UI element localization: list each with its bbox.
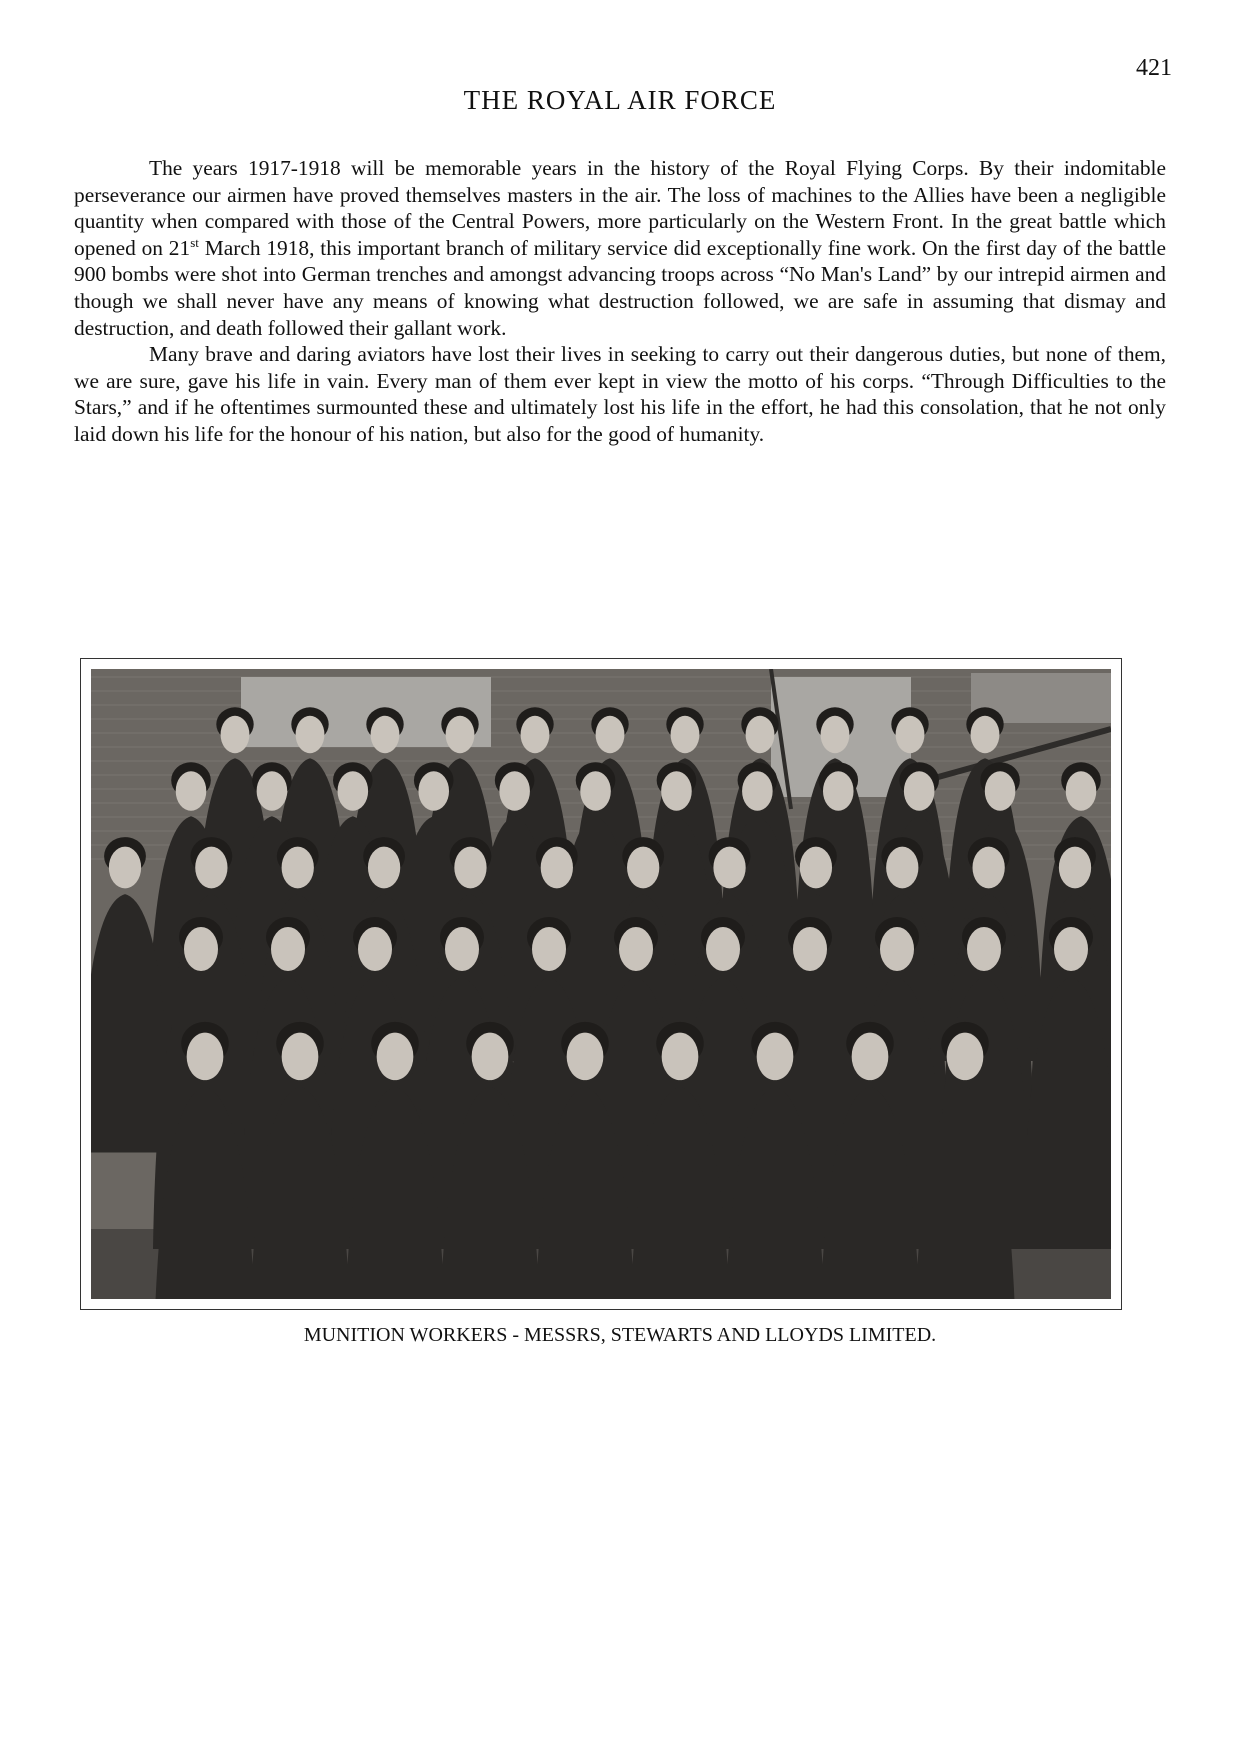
worker-face bbox=[713, 847, 745, 889]
group-photo bbox=[91, 669, 1111, 1299]
worker-face bbox=[596, 716, 625, 753]
worker-face bbox=[661, 771, 692, 811]
worker-face bbox=[886, 847, 918, 889]
worker-face bbox=[418, 771, 449, 811]
worker-face bbox=[282, 1033, 319, 1081]
worker-face bbox=[971, 716, 1000, 753]
worker-face bbox=[368, 847, 400, 889]
worker-face bbox=[742, 771, 773, 811]
worker-face bbox=[746, 716, 775, 753]
worker-face bbox=[580, 771, 611, 811]
page-heading: THE ROYAL AIR FORCE bbox=[463, 85, 777, 115]
worker-face bbox=[377, 1033, 414, 1081]
worker-face bbox=[896, 716, 925, 753]
worker-face bbox=[338, 771, 369, 811]
page-number: 421 bbox=[1136, 55, 1172, 81]
worker-face bbox=[296, 716, 325, 753]
worker-face bbox=[499, 771, 530, 811]
worker-face bbox=[852, 1033, 889, 1081]
paragraph-1 bbox=[74, 155, 1166, 341]
worker-face bbox=[619, 927, 653, 971]
worker-face bbox=[800, 847, 832, 889]
worker-face bbox=[187, 1033, 224, 1081]
worker-face bbox=[567, 1033, 604, 1081]
worker-face bbox=[446, 716, 475, 753]
worker-face bbox=[706, 927, 740, 971]
worker-face bbox=[821, 716, 850, 753]
paragraph-1-start: The years 1917-1918 will be memorable years in the history of the Royal Flying Corps. By their indomitable perseverance our airmen have proved themselves masters in the air. The loss of machines to the Allies have been a negligible quantity when compared with those of the Central Powers, more particularly on the Western Front. In the great battle which opened on 21 bbox=[74, 156, 1166, 260]
worker-face bbox=[195, 847, 227, 889]
worker-face bbox=[184, 927, 218, 971]
photo-caption: MUNITION WORKERS - MESSRS, STEWARTS AND LLOYDS LIMITED. bbox=[303, 1324, 937, 1346]
photo-frame bbox=[80, 658, 1122, 1310]
worker-face bbox=[985, 771, 1016, 811]
worker-face bbox=[757, 1033, 794, 1081]
worker-face bbox=[793, 927, 827, 971]
worker-face bbox=[662, 1033, 699, 1081]
worker-face bbox=[445, 927, 479, 971]
worker-face bbox=[176, 771, 207, 811]
worker-face bbox=[947, 1033, 984, 1081]
worker-face bbox=[109, 847, 141, 889]
group-photo-illustration bbox=[91, 669, 1111, 1299]
worker-face bbox=[257, 771, 288, 811]
worker-face bbox=[1054, 927, 1088, 971]
worker-face bbox=[371, 716, 400, 753]
worker-face bbox=[671, 716, 700, 753]
worker-face bbox=[282, 847, 314, 889]
body-text bbox=[74, 155, 1166, 448]
worker-face bbox=[521, 716, 550, 753]
worker-face bbox=[627, 847, 659, 889]
worker-face bbox=[271, 927, 305, 971]
paragraph-2: Many brave and daring aviators have lost their lives in seeking to carry out their dangerous duties, but none of them, we are sure, gave his life in vain. Every man of them ever kept in view the motto of his corps. “Through Difficulties to the Stars,” and if he oftentimes surmounted these and ultimately lost his life in the effort, he had this consolation, that he not only laid down his life for the honour of his nation, but also for the good of humanity. bbox=[74, 342, 1166, 446]
worker-face bbox=[880, 927, 914, 971]
worker-face bbox=[221, 716, 250, 753]
worker-face bbox=[967, 927, 1001, 971]
worker-face bbox=[823, 771, 854, 811]
worker-face bbox=[532, 927, 566, 971]
worker-face bbox=[904, 771, 935, 811]
worker-face bbox=[541, 847, 573, 889]
paragraph-1-end: March 1918, this important branch of military service did exceptionally fine work. On the first day of the battle 900 bombs were shot into German trenches and amongst advancing troops across “No Man's Land” by our intrepid airmen and though we shall never have any means of knowing what destruction followed, we are safe in assuming that dismay and destruction, and death followed their gallant work. bbox=[74, 235, 1167, 340]
ordinal-suffix: st bbox=[190, 234, 199, 250]
worker-face bbox=[1066, 771, 1097, 811]
worker-face bbox=[1059, 847, 1091, 889]
worker-face bbox=[358, 927, 392, 971]
worker-face bbox=[472, 1033, 509, 1081]
worker-face bbox=[972, 847, 1004, 889]
worker-face bbox=[454, 847, 486, 889]
